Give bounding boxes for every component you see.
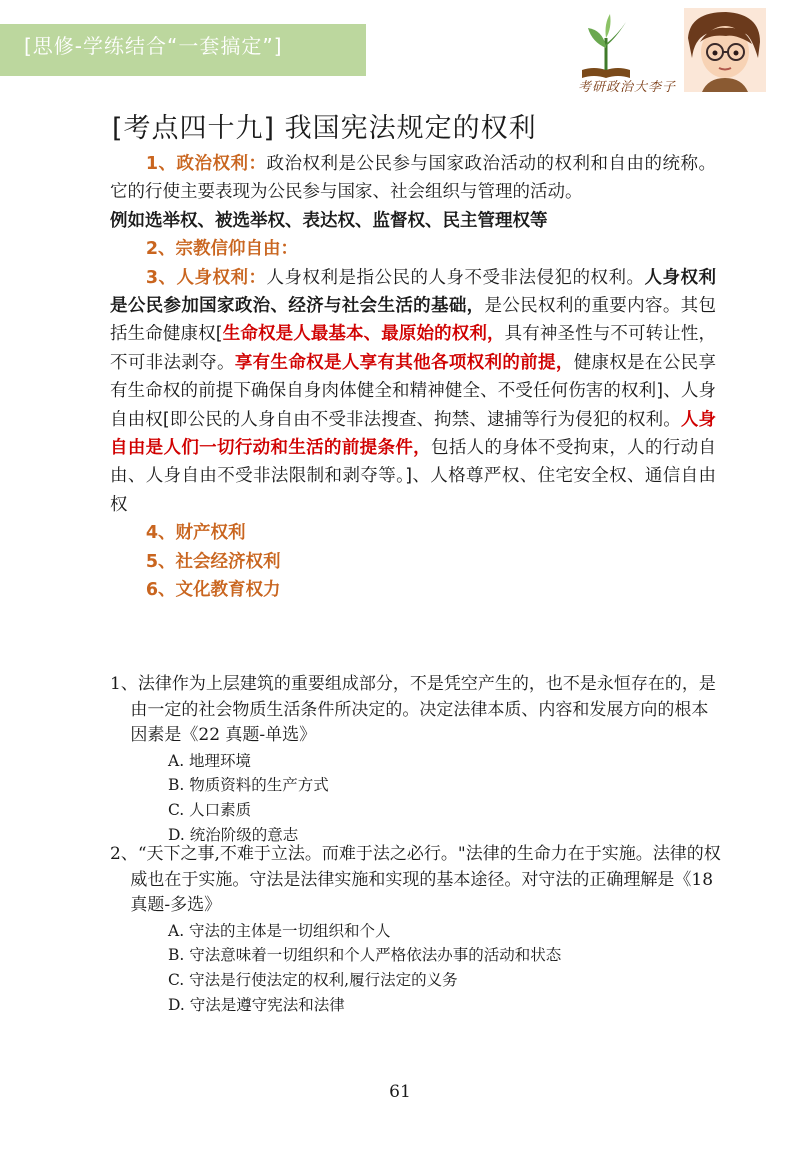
header-title: [思修-学练结合“一套搞定”] bbox=[24, 34, 283, 58]
heading-cultural-education: 6、文化教育权力 bbox=[145, 580, 281, 601]
option-b: B. 物质资料的生产方式 bbox=[168, 776, 329, 795]
question-2 bbox=[110, 842, 722, 1018]
text: 人身权利是指公民的人身不受非法侵犯的权利。 bbox=[266, 267, 645, 288]
option-a: A. 地理环境 bbox=[168, 751, 252, 770]
paragraph-personal-rights bbox=[110, 264, 716, 520]
option-d: D. 统治阶级的意志 bbox=[168, 825, 299, 844]
heading-personal-rights: 3、人身权利： bbox=[145, 267, 267, 288]
text: 健康权是在公民享有生命权的前提下确保自身肉体健全和精神健全、不受任何伤害的权利]、人身自由权[即公民的人身自由不受非法搜查、拘禁、逮捕等行为侵犯的权利。 bbox=[110, 352, 717, 430]
red-highlight: 生命权是人最基本、最原始的权利， bbox=[222, 324, 505, 345]
text: 具有神圣性与不可转让性，不可非法剥夺。 bbox=[110, 324, 717, 373]
section-title: [考点四十九] 我国宪法规定的权利 bbox=[112, 113, 537, 144]
paragraph-socioeconomic-rights bbox=[110, 548, 716, 576]
heading-religious-freedom: 2、宗教信仰自由： bbox=[145, 239, 299, 260]
red-highlight: 人身自由是人们一切行动和生活的前提条件， bbox=[110, 409, 716, 459]
heading-property-rights: 4、财产权利 bbox=[145, 523, 246, 544]
option-c: C. 人口素质 bbox=[168, 801, 252, 820]
question-1 bbox=[110, 672, 722, 848]
main-content bbox=[110, 150, 716, 605]
bold-text: 人身权利是公民参加国家政治、经济与社会生活的基础， bbox=[110, 267, 717, 317]
logo-text: 考研政治大李子 bbox=[578, 80, 677, 95]
red-highlight: 享有生命权是人享有其他各项权利的前提， bbox=[234, 352, 574, 373]
avatar bbox=[684, 8, 766, 92]
question-stem: 2、“天下之事,不难于立法。而难于法之必行。"法律的生命力在于实施。法律的权威也在于实施。守法是法律实施和实现的基本途径。对守法的正确理解是《18 真题-多选》 bbox=[110, 844, 721, 915]
paragraph-religious-freedom bbox=[110, 235, 716, 263]
heading-socioeconomic-rights: 5、社会经济权利 bbox=[145, 551, 281, 572]
paragraph-cultural-education bbox=[110, 576, 716, 604]
paragraph-property-rights bbox=[110, 519, 716, 547]
option-b: B. 守法意味着一切组织和个人严格依法办事的活动和状态 bbox=[168, 946, 562, 965]
bold-text: 例如选举权、被选举权、表达权、监督权、民主管理权等 bbox=[110, 210, 548, 231]
text: 政治权利是公民参与国家政治活动的权利和自由的统称。它的行使主要表现为公民参与国家、社会组织与管理的活动。 bbox=[110, 154, 716, 203]
paragraph-political-rights bbox=[110, 150, 716, 235]
option-c: C. 守法是行使法定的权利,履行法定的义务 bbox=[168, 971, 458, 990]
page-number: 61 bbox=[389, 1082, 411, 1102]
text: 是公民权利的重要内容。其包括生命健康权[ bbox=[110, 296, 716, 345]
question-stem: 1、法律作为上层建筑的重要组成部分，不是凭空产生的，也不是永恒存在的，是由一定的社会物质生活条件所决定的。决定法律本质、内容和发展方向的根本因素是《22 真题-单选》 bbox=[110, 674, 716, 745]
text: 包括人的身体不受拘束，人的行动自由、人身自由不受非法限制和剥夺等。]、人格尊严权、住宅安全权、通信自由权 bbox=[110, 438, 716, 515]
option-d: D. 守法是遵守宪法和法律 bbox=[168, 995, 345, 1014]
plant-book-icon bbox=[582, 14, 630, 78]
heading-political-rights: 1、政治权利： bbox=[145, 154, 267, 174]
option-a: A. 守法的主体是一切组织和个人 bbox=[168, 921, 391, 940]
